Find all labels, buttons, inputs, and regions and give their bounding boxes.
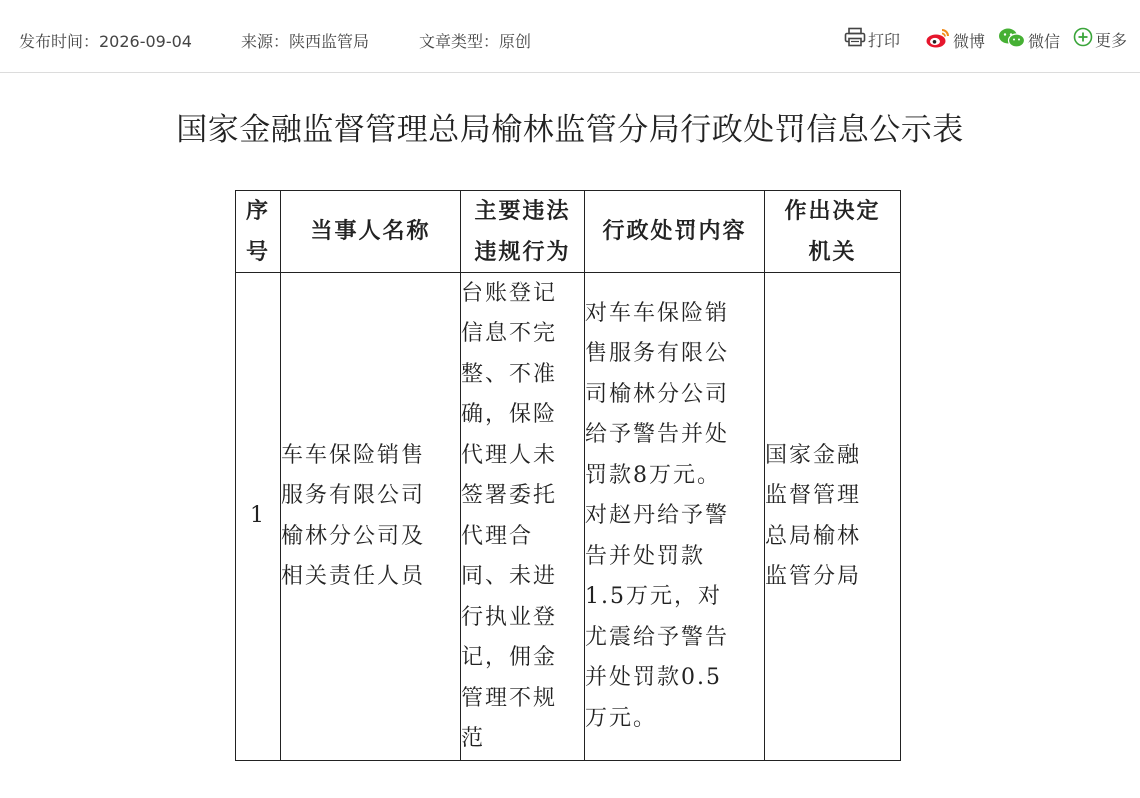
weibo-label: 微博 — [953, 31, 986, 51]
header-violation: 主要违法 违规行为 — [461, 191, 585, 273]
table-row — [236, 273, 901, 761]
publish-time: 发布时间：2026-09-04 — [19, 32, 192, 51]
printer-icon — [844, 27, 866, 51]
header-penalty: 行政处罚内容 — [585, 191, 765, 273]
table-header-row — [236, 191, 901, 273]
more-share-button[interactable] — [1073, 27, 1127, 51]
page-title: 国家金融监督管理总局榆林监管分局行政处罚信息公示表 — [176, 112, 964, 148]
cell-penalty: 对车车保险销 售服务有限公 司榆林分公司 给予警告并处 罚款8万元。 对赵丹给予警 告并处罚款 1.5万元，对 尤震给予警告 并处罚款0.5 万元。 — [585, 273, 765, 761]
wechat-share-button[interactable] — [998, 27, 1060, 53]
penalty-table — [235, 190, 901, 761]
print-label: 打印 — [868, 30, 901, 50]
article-type: 文章类型：原创 — [419, 32, 532, 51]
cell-party: 车车保险销售 服务有限公司 榆林分公司及 相关责任人员 — [281, 273, 461, 761]
cell-seq: 1 — [236, 273, 281, 761]
article-meta-bar — [0, 0, 1140, 73]
more-label: 更多 — [1095, 30, 1128, 50]
header-seq: 序 号 — [236, 191, 281, 273]
cell-authority: 国家金融 监督管理 总局榆林 监管分局 — [765, 273, 901, 761]
wechat-label: 微信 — [1028, 31, 1061, 51]
wechat-icon — [998, 27, 1026, 53]
source: 来源：陕西监管局 — [241, 32, 370, 51]
print-button[interactable] — [844, 27, 900, 51]
plus-circle-icon — [1073, 27, 1093, 51]
cell-violation: 台账登记 信息不完 整、不准 确，保险 代理人未 签署委托 代理合 同、未进 行执业登 记，佣金 管理不规 范 — [461, 273, 585, 761]
weibo-share-button[interactable] — [925, 27, 985, 53]
header-authority: 作出决定 机关 — [765, 191, 901, 273]
header-party: 当事人名称 — [281, 191, 461, 273]
weibo-icon — [925, 27, 951, 53]
